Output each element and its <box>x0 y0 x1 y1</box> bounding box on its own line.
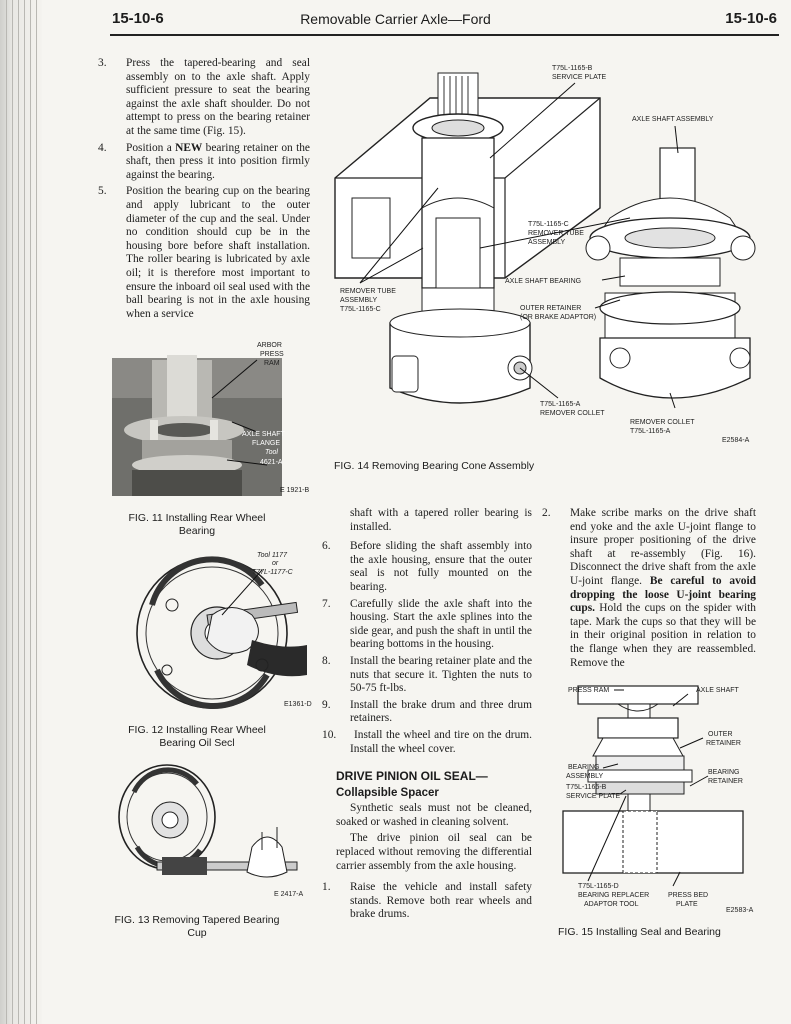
fig11-label-tool-number: 4621-A <box>260 459 283 466</box>
fig15-label-bearing-retainer-2: RETAINER <box>708 778 743 785</box>
fig14-code: E2584-A <box>722 437 750 444</box>
fig12-label-tool: Tool 1177 <box>257 552 287 559</box>
fig14-label-remover-collet-r1: REMOVER COLLET <box>630 419 695 426</box>
step-4: 4. Position a NEW bearing retainer on the shaft, then press it into position firmly against the bearing. <box>98 141 310 181</box>
fig15-label-axle-shaft: AXLE SHAFT <box>696 687 739 694</box>
fig15-label-service-plate-1: T75L-1165-B <box>566 784 607 791</box>
step-5: 5. Position the bearing cup on the bearing and apply lubricant to the outer diameter of the cup and the seal. Under no condition should cup be in the housing bore before shaft installation. The roller bearing is lubricated by axle oil; it is therefore most important to ensure the inboard oil seal used with the ball bearing is not in the axle housing when a service <box>98 185 310 320</box>
fig15-caption: FIG. 15 Installing Seal and Bearing <box>558 926 721 938</box>
fig15-label-bearing-retainer-1: BEARING <box>708 769 740 776</box>
page-number-right: 15-10-6 <box>725 10 777 27</box>
step-2: 2. Make scribe marks on the drive shaft end yoke and the axle U-joint flange to insure proper positioning of the drive shaft at re-assembly (Fig. 16). Disconnect the drive shaft from the axle U-joint flange. Be careful to avoid dropping the loose U-joint bearing cups. Hold the cups on the spider with tape. Mark the cups so that they will be in their original position in relation to the flange when they are reassembled. Remove the <box>542 507 756 669</box>
section-title: DRIVE PINION OIL SEAL— <box>336 769 488 784</box>
fig14-label-remover-tube-l1: REMOVER TUBE <box>340 288 396 295</box>
fig15-label-replacer-3: ADAPTOR TOOL <box>584 901 639 908</box>
fig14-label-service-plate-1: T75L-1165-B <box>552 65 593 72</box>
fig15-label-service-plate-2: SERVICE PLATE <box>566 793 621 800</box>
fig11-code: E 1921-B <box>280 487 310 494</box>
fig12-label-or: or <box>272 560 279 567</box>
step-3: 3. Press the tapered-bearing and seal assembly on to the axle shaft. Apply sufficient pressure to seat the bearing against the axle shaft shoulder. Do not attempt to press on the bearing retainer at the same time (Fig. 15). <box>98 57 310 137</box>
fig11-caption: FIG. 11 Installing Rear Wheel Bearing <box>128 512 266 537</box>
fig14-label-service-plate-2: SERVICE PLATE <box>552 74 607 81</box>
page-binding-edge <box>0 0 42 1024</box>
fig12-illustration <box>112 545 317 715</box>
fig15-label-outer-1: OUTER <box>708 731 733 738</box>
fig15-label-bearing-2: ASSEMBLY <box>566 773 604 780</box>
fig11-label-arbor: ARBOR <box>257 342 282 349</box>
fig12-label-tool-alt: T77L-1177-C <box>252 569 293 576</box>
left-column-steps <box>98 57 310 324</box>
fig14-label-outer-retainer-2: (OR BRAKE ADAPTOR) <box>520 314 597 321</box>
fig15-label-press-bed-1: PRESS BED <box>668 892 709 899</box>
fig11-label-axle-shaft: AXLE SHAFT <box>242 431 285 438</box>
fig14-label-axle-shaft-bearing: AXLE SHAFT BEARING <box>505 278 582 285</box>
running-title: Removable Carrier Axle—Ford <box>300 11 491 27</box>
page-number-left: 15-10-6 <box>112 10 164 27</box>
section-subtitle: Collapsible Spacer <box>336 786 439 799</box>
fig12-caption: FIG. 12 Installing Rear Wheel Bearing Oil Secl <box>128 724 266 749</box>
fig12-code: E1361-D <box>284 701 312 708</box>
fig14-label-outer-retainer-1: OUTER RETAINER <box>520 305 582 312</box>
fig15-label-bearing-1: BEARING <box>568 764 600 771</box>
step-10: 10. Install the wheel and tire on the drum. Install the wheel cover. <box>322 728 532 755</box>
fig11-label-press: PRESS <box>260 351 284 358</box>
middle-column <box>322 507 532 925</box>
step-9: 9. Install the brake drum and three drum retainers. <box>322 698 532 725</box>
fig14-label-remover-tube-l2: ASSEMBLY <box>340 297 378 304</box>
section-paragraph-1: Synthetic seals must not be cleaned, soaked or washed in cleaning solvent. <box>336 802 532 828</box>
fig11-label-ram: RAM <box>264 360 280 367</box>
fig13-caption: FIG. 13 Removing Tapered Bearing Cup <box>114 914 280 939</box>
fig14-diagram <box>330 58 775 453</box>
fig15-label-press-ram: PRESS RAM <box>568 687 610 694</box>
fig14-label-remover-tube-l3: T75L-1165-C <box>340 306 381 313</box>
header-rule <box>110 34 779 36</box>
step-7: 7. Carefully slide the axle shaft into the housing. Start the axle splines into the side gear, and push the shaft in until the bearing bottoms in the housing. <box>322 597 532 651</box>
step-8: 8. Install the bearing retainer plate and the nuts that secure it. Tighten the nuts to 50-75 ft-lbs. <box>322 654 532 695</box>
fig14-label-remover-collet-1: T75L-1165-A <box>540 401 581 408</box>
fig15-diagram <box>558 676 768 916</box>
continuation-text: shaft with a tapered roller bearing is installed. <box>350 507 532 533</box>
fig11-label-tool: Tool <box>265 449 278 456</box>
fig14-label-remover-collet-2: REMOVER COLLET <box>540 410 605 417</box>
fig14-label-axle-shaft-assembly: AXLE SHAFT ASSEMBLY <box>632 116 714 123</box>
fig11-photo <box>112 340 310 500</box>
fig14-caption: FIG. 14 Removing Bearing Cone Assembly <box>334 460 535 472</box>
fig11-label-flange: FLANGE <box>252 440 281 447</box>
fig15-label-replacer-1: T75L-1165-D <box>578 883 619 890</box>
fig15-label-outer-2: RETAINER <box>706 740 741 747</box>
section-step-1: 1. Raise the vehicle and install safety stands. Remove both rear wheels and brake drums. <box>322 881 532 921</box>
fig13-code: E 2417-A <box>274 891 304 898</box>
fig14-label-remover-tube-3: ASSEMBLY <box>528 239 566 246</box>
fig14-label-remover-tube-1: T75L-1165-C <box>528 221 569 228</box>
right-column <box>542 507 756 673</box>
fig14-label-remover-collet-r2: T75L-1165-A <box>630 428 671 435</box>
step-6: 6. Before sliding the shaft assembly into the axle housing, ensure that the outer seal is not fully mounted on the bearing. <box>322 540 532 593</box>
fig15-code: E2583-A <box>726 907 754 914</box>
fig14-label-remover-tube-2: REMOVER TUBE <box>528 230 584 237</box>
fig13-illustration <box>112 762 317 902</box>
fig15-label-press-bed-2: PLATE <box>676 901 698 908</box>
fig15-label-replacer-2: BEARING REPLACER <box>578 892 650 899</box>
section-paragraph-2: The drive pinion oil seal can be replaced without removing the differential carrier assembly from the axle housing. <box>336 832 532 872</box>
